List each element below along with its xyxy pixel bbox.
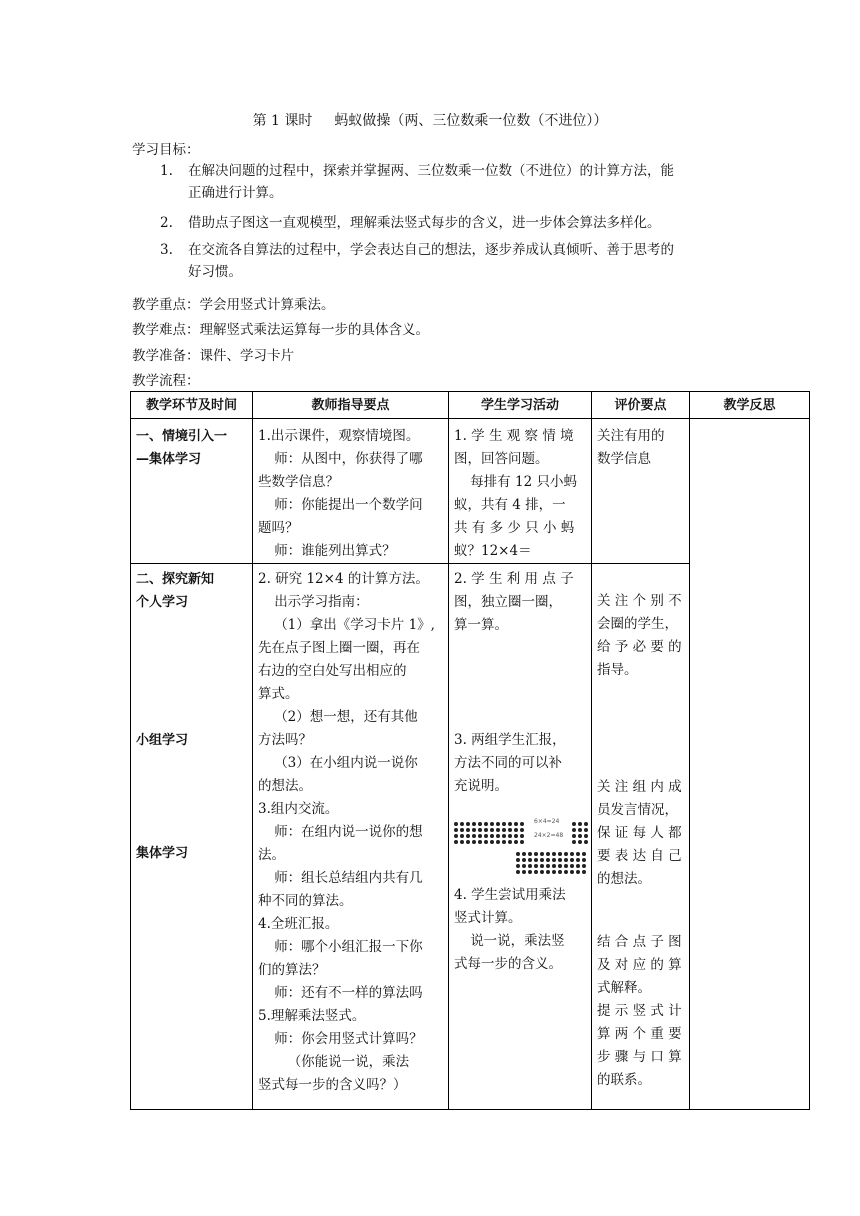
teacher-text: 种不同的算法。 [258,893,353,909]
stage-text: —集体学习 [136,452,202,467]
stage-text: 小组学习 [136,733,189,748]
evaluation-text: 提 示 竖 式 计 [597,1003,682,1019]
dot [520,840,524,844]
dot [516,858,520,862]
student-text: 每排有 12 只小蚂 [470,474,577,490]
process-heading: 教学流程： [132,373,200,389]
evaluation-text: 员发言情况， [597,802,678,818]
dot [472,822,476,826]
dot [508,822,512,826]
student-text: 竖式计算。 [454,910,522,926]
dot [584,834,588,838]
dot [460,828,464,832]
dot [502,822,506,826]
dot [514,840,518,844]
lesson-topic: 蚂蚁做操（两、三位数乘一位数（不进位）） [334,113,608,129]
dot [584,822,588,826]
student-text: 共 有 多 少 只 小 蚂 [454,520,575,536]
dot [540,852,544,856]
dot [534,870,538,874]
evaluation-text: 要 表 达 自 己 [597,848,682,864]
dot [502,834,506,838]
header-stage: 教学环节及时间 [131,392,253,419]
header-teacher: 教师指导要点 [253,392,449,419]
dot [570,864,574,868]
dot [490,822,494,826]
dot [466,828,470,832]
dot [584,840,588,844]
dot [576,870,580,874]
dot [502,828,506,832]
stage-cell [131,419,253,564]
dot [582,870,586,874]
dot [496,834,500,838]
dot [552,852,556,856]
dot [484,822,488,826]
evaluation-text: 步 骤 与 口 算 [597,1049,682,1065]
dot [516,864,520,868]
dot [478,834,482,838]
stage-cell [131,564,253,1110]
header-evaluation: 评价要点 [592,392,690,419]
dot [584,828,588,832]
dot [478,828,482,832]
dot-grid [572,822,588,844]
objective-2 [160,212,740,234]
teacher-text: （1）拿出《学习卡片 1》, [274,617,435,633]
dot [564,852,568,856]
dot [564,870,568,874]
objective-3 [160,239,740,283]
header-student: 学生学习活动 [449,392,592,419]
dot [472,834,476,838]
dot [454,834,458,838]
student-text: 1. 学 生 观 察 情 境 [454,428,574,444]
dot [454,822,458,826]
dot [552,864,556,868]
dot [490,834,494,838]
teacher-text: 方法吗？ [258,732,312,748]
teacher-text: 5.理解乘法竖式。 [258,1008,366,1024]
dot [578,840,582,844]
dot [534,852,538,856]
teacher-cell [253,564,449,1110]
student-text: 算一算。 [454,617,508,633]
evaluation-text: 的想法。 [597,871,651,887]
teacher-text: （2）想一想，还有其他 [274,709,418,725]
dot [466,840,470,844]
teacher-text: 些数学信息？ [258,474,339,490]
dot [576,852,580,856]
objective-text-line1: 在交流各自算法的过程中，学会表达自己的想法，逐步养成认真倾听、善于思考的 [188,242,674,258]
dot [522,858,526,862]
stage-text: 集体学习 [136,846,189,861]
dot [454,828,458,832]
objective-number: 2. [160,215,173,231]
dot [572,840,576,844]
evaluation-text: 式解释。 [597,980,651,996]
dot [578,822,582,826]
dot [546,858,550,862]
dot [460,834,464,838]
teacher-text: 3.组内交流。 [258,801,339,817]
teacher-text: 1.出示课件，观察情境图。 [258,428,420,444]
dot-diagram-image [454,806,586,874]
teacher-text: 算式。 [258,686,299,702]
dot [460,840,464,844]
reflection-cell [690,419,810,1110]
evaluation-text: 保 证 每 人 都 [597,825,682,841]
evaluation-text: 算 两 个 重 要 [597,1026,682,1042]
evaluation-text: 数学信息 [597,451,651,467]
dot [558,870,562,874]
evaluation-text: 指导。 [597,662,638,678]
student-text: 4. 学生尝试用乘法 [454,887,566,903]
table-row [131,419,810,564]
student-text: 图，独立圈一圈， [454,594,562,610]
dot-grid [454,822,524,844]
student-text: 蚁？12×4＝ [454,543,532,559]
teacher-text: 竖式每一步的含义吗？） [258,1077,407,1093]
teacher-cell [253,419,449,564]
table-header-row [131,392,810,419]
teacher-text: 师：你能提出一个数学问 [274,497,423,513]
lesson-flow-table [130,391,810,1110]
dot [576,858,580,862]
stage-text: 一、情境引入一 [136,429,228,444]
student-text: 充说明。 [454,778,508,794]
teacher-text: 先在点子图上圈一圈，再在 [258,640,420,656]
dot [472,828,476,832]
lesson-number: 第 1 课时 [252,113,313,129]
dot [516,852,520,856]
teacher-text: 师：组长总结组内共有几 [274,870,423,886]
dot [514,834,518,838]
dot [576,864,580,868]
dot [502,840,506,844]
dot [528,864,532,868]
dot [570,858,574,862]
evaluation-text: 关 注 组 内 成 [597,779,682,795]
stage-text: 二、探究新知 [136,572,215,587]
dot [454,840,458,844]
dot [520,834,524,838]
dot [484,834,488,838]
dot [496,822,500,826]
teacher-text: （你能说一说，乘法 [287,1054,410,1070]
teacher-text: 的想法。 [258,778,312,794]
evaluation-cell [592,419,690,564]
evaluation-text: 及 对 应 的 算 [597,957,682,973]
dot [546,864,550,868]
student-text: 说一说，乘法竖 [470,933,565,949]
dot [540,864,544,868]
lesson-title [0,110,860,130]
teacher-text: 师：你会用竖式计算吗？ [274,1031,423,1047]
objective-text-line1: 借助点子图这一直观模型，理解乘法竖式每步的含义，进一步体会算法多样化。 [188,215,661,231]
student-cell [449,419,592,564]
dot [552,858,556,862]
dot [572,822,576,826]
objective-text-line2: 好习惯。 [188,264,242,280]
dot [508,828,512,832]
teacher-text: （3）在小组内说一说你 [274,755,418,771]
student-text: 式每一步的含义。 [454,956,562,972]
teacher-text: 4.全班汇报。 [258,916,339,932]
objective-1 [160,160,740,204]
dot [570,870,574,874]
dot [528,870,532,874]
objective-text-line1: 在解决问题的过程中，探索并掌握两、三位数乘一位数（不进位）的计算方法，能 [188,163,674,179]
objective-text-line2: 正确进行计算。 [188,185,283,201]
evaluation-text: 给 予 必 要 的 [597,639,682,655]
dot [564,858,568,862]
student-text: 方法不同的可以补 [454,755,562,771]
teacher-text: 师：谁能列出算式？ [274,543,396,559]
evaluation-text: 关 注 个 别 不 [597,593,682,609]
preparation: 教学准备：课件、学习卡片 [132,348,294,364]
dot-grid [516,852,586,874]
teacher-text: 2. 研究 12×4 的计算方法。 [258,571,429,587]
dot [522,864,526,868]
dot [534,864,538,868]
dot [578,828,582,832]
dot [484,840,488,844]
dot [546,852,550,856]
dot [516,870,520,874]
student-text: 3. 两组学生汇报， [454,732,566,748]
dot [546,870,550,874]
dot [508,840,512,844]
dot [552,870,556,874]
dot [564,864,568,868]
dot [540,858,544,862]
student-cell [449,564,592,1110]
objectives-heading: 学习目标： [132,142,200,158]
evaluation-cell [592,564,690,1110]
dot [534,858,538,862]
dot-label: 24×2=48 [534,832,564,839]
dot [484,828,488,832]
teacher-text: 们的算法？ [258,962,326,978]
dot [582,864,586,868]
dot [520,822,524,826]
student-text: 2. 学 生 利 用 点 子 [454,571,574,587]
dot [528,858,532,862]
evaluation-text: 会圈的学生， [597,616,678,632]
dot [520,828,524,832]
dot [514,822,518,826]
teacher-text: 师：还有不一样的算法吗 [274,985,423,1001]
dot [496,828,500,832]
dot [490,840,494,844]
dot [570,852,574,856]
stage-text: 个人学习 [136,595,189,610]
key-point: 教学重点：学会用竖式计算乘法。 [132,297,335,313]
student-text: 图，回答问题。 [454,451,549,467]
dot [528,852,532,856]
teacher-text: 出示学习指南： [274,594,369,610]
dot [478,822,482,826]
dot [472,840,476,844]
dot [478,840,482,844]
dot [522,852,526,856]
teacher-text: 师：哪个小组汇报一下你 [274,939,423,955]
dot-label: 6×4=24 [534,818,560,825]
dot [578,834,582,838]
dot [490,828,494,832]
student-text: 蚁，共有 4 排，一 [454,497,566,513]
dot [466,822,470,826]
teacher-text: 师：在组内说一说你的想 [274,824,423,840]
objective-number: 3. [160,242,173,258]
objective-number: 1. [160,163,173,179]
evaluation-text: 结 合 点 子 图 [597,934,682,950]
dot [582,852,586,856]
dot [514,828,518,832]
dot [496,840,500,844]
teacher-text: 法。 [258,847,285,863]
dot [460,822,464,826]
dot [582,858,586,862]
dot [466,834,470,838]
teacher-text: 题吗？ [258,520,299,536]
dot [540,870,544,874]
evaluation-text: 关注有用的 [597,428,665,444]
teacher-text: 右边的空白处写出相应的 [258,663,407,679]
dot [522,870,526,874]
teacher-text: 师：从图中，你获得了哪 [274,451,423,467]
evaluation-text: 的联系。 [597,1072,651,1088]
difficulty: 教学难点：理解竖式乘法运算每一步的具体含义。 [132,322,429,338]
dot [558,852,562,856]
dot [572,834,576,838]
dot [558,858,562,862]
header-reflection: 教学反思 [690,392,810,419]
dot [508,834,512,838]
dot [572,828,576,832]
dot [558,864,562,868]
